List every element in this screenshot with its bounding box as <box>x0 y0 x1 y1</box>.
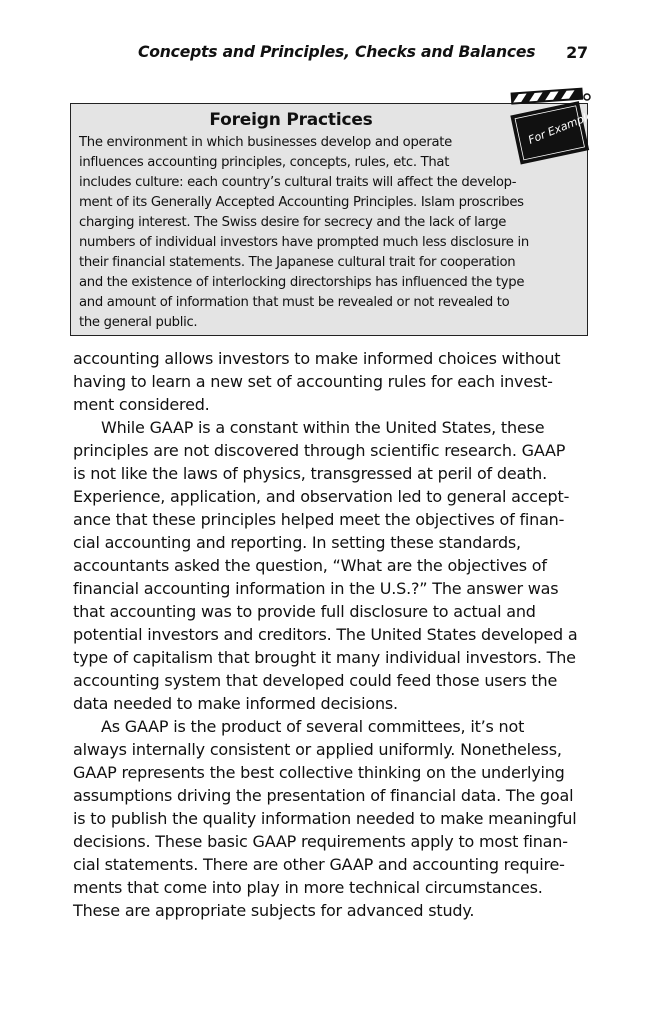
body-line: always internally consistent or applied uniformly. Nonetheless, <box>73 740 562 759</box>
sidebar-line: influences accounting principles, concepts, rules, etc. That <box>79 155 450 170</box>
body-line: financial accounting information in the U.S.?” The answer was <box>73 579 559 598</box>
body-line: ment considered. <box>73 395 210 414</box>
paragraph-start-line: While GAAP is a constant within the United States, these <box>101 418 545 437</box>
body-line: accountants asked the question, “What are the objectives of <box>73 556 547 575</box>
running-title: Concepts and Principles, Checks and Balances <box>138 43 536 61</box>
sidebar-line: includes culture: each country’s cultural traits will affect the develop- <box>79 175 517 190</box>
body-line: ments that come into play in more technical circumstances. <box>73 878 543 897</box>
body-line: These are appropriate subjects for advanced study. <box>73 901 475 920</box>
sidebar-line: ment of its Generally Accepted Accounting Principles. Islam proscribes <box>79 195 524 210</box>
body-line: assumptions driving the presentation of financial data. The goal <box>73 786 574 805</box>
body-line: accounting allows investors to make informed choices without <box>73 349 561 368</box>
sidebar-line: numbers of individual investors have prompted much less disclosure in <box>79 235 529 250</box>
body-line: cial accounting and reporting. In setting these standards, <box>73 533 521 552</box>
body-line: potential investors and creditors. The United States developed a <box>73 625 578 644</box>
clapperboard-icon <box>503 86 595 166</box>
paragraph-start-line: As GAAP is the product of several committees, it’s not <box>101 717 525 736</box>
sidebar-line: charging interest. The Swiss desire for secrecy and the lack of large <box>79 215 507 230</box>
body-line: having to learn a new set of accounting rules for each invest- <box>73 372 553 391</box>
body-line: accounting system that developed could feed those users the <box>73 671 558 690</box>
sidebar-line: and amount of information that must be revealed or not revealed to <box>79 295 510 310</box>
body-line: is not like the laws of physics, transgressed at peril of death. <box>73 464 547 483</box>
body-line: is to publish the quality information needed to make meaningful <box>73 809 577 828</box>
sidebar-line: the general public. <box>79 315 198 330</box>
sidebar-line: and the existence of interlocking directorships has influenced the type <box>79 275 525 290</box>
body-line: cial statements. There are other GAAP and accounting require- <box>73 855 565 874</box>
page-number: 27 <box>566 43 588 62</box>
body-line: decisions. These basic GAAP requirements apply to most finan- <box>73 832 568 851</box>
sidebar-title: Foreign Practices <box>209 110 373 130</box>
body-line: type of capitalism that brought it many individual investors. The <box>73 648 576 667</box>
badge-text: For Example <box>526 108 595 147</box>
body-line: principles are not discovered through scientific research. GAAP <box>73 441 566 460</box>
body-line: GAAP represents the best collective thinking on the underlying <box>73 763 565 782</box>
sidebar-line: their financial statements. The Japanese cultural trait for cooperation <box>79 255 516 270</box>
body-line: ance that these principles helped meet the objectives of finan- <box>73 510 565 529</box>
body-line: that accounting was to provide full disclosure to actual and <box>73 602 536 621</box>
body-line: Experience, application, and observation led to general accept- <box>73 487 570 506</box>
body-line: data needed to make informed decisions. <box>73 694 398 713</box>
sidebar-line: The environment in which businesses develop and operate <box>79 135 452 150</box>
running-head <box>138 43 592 65</box>
